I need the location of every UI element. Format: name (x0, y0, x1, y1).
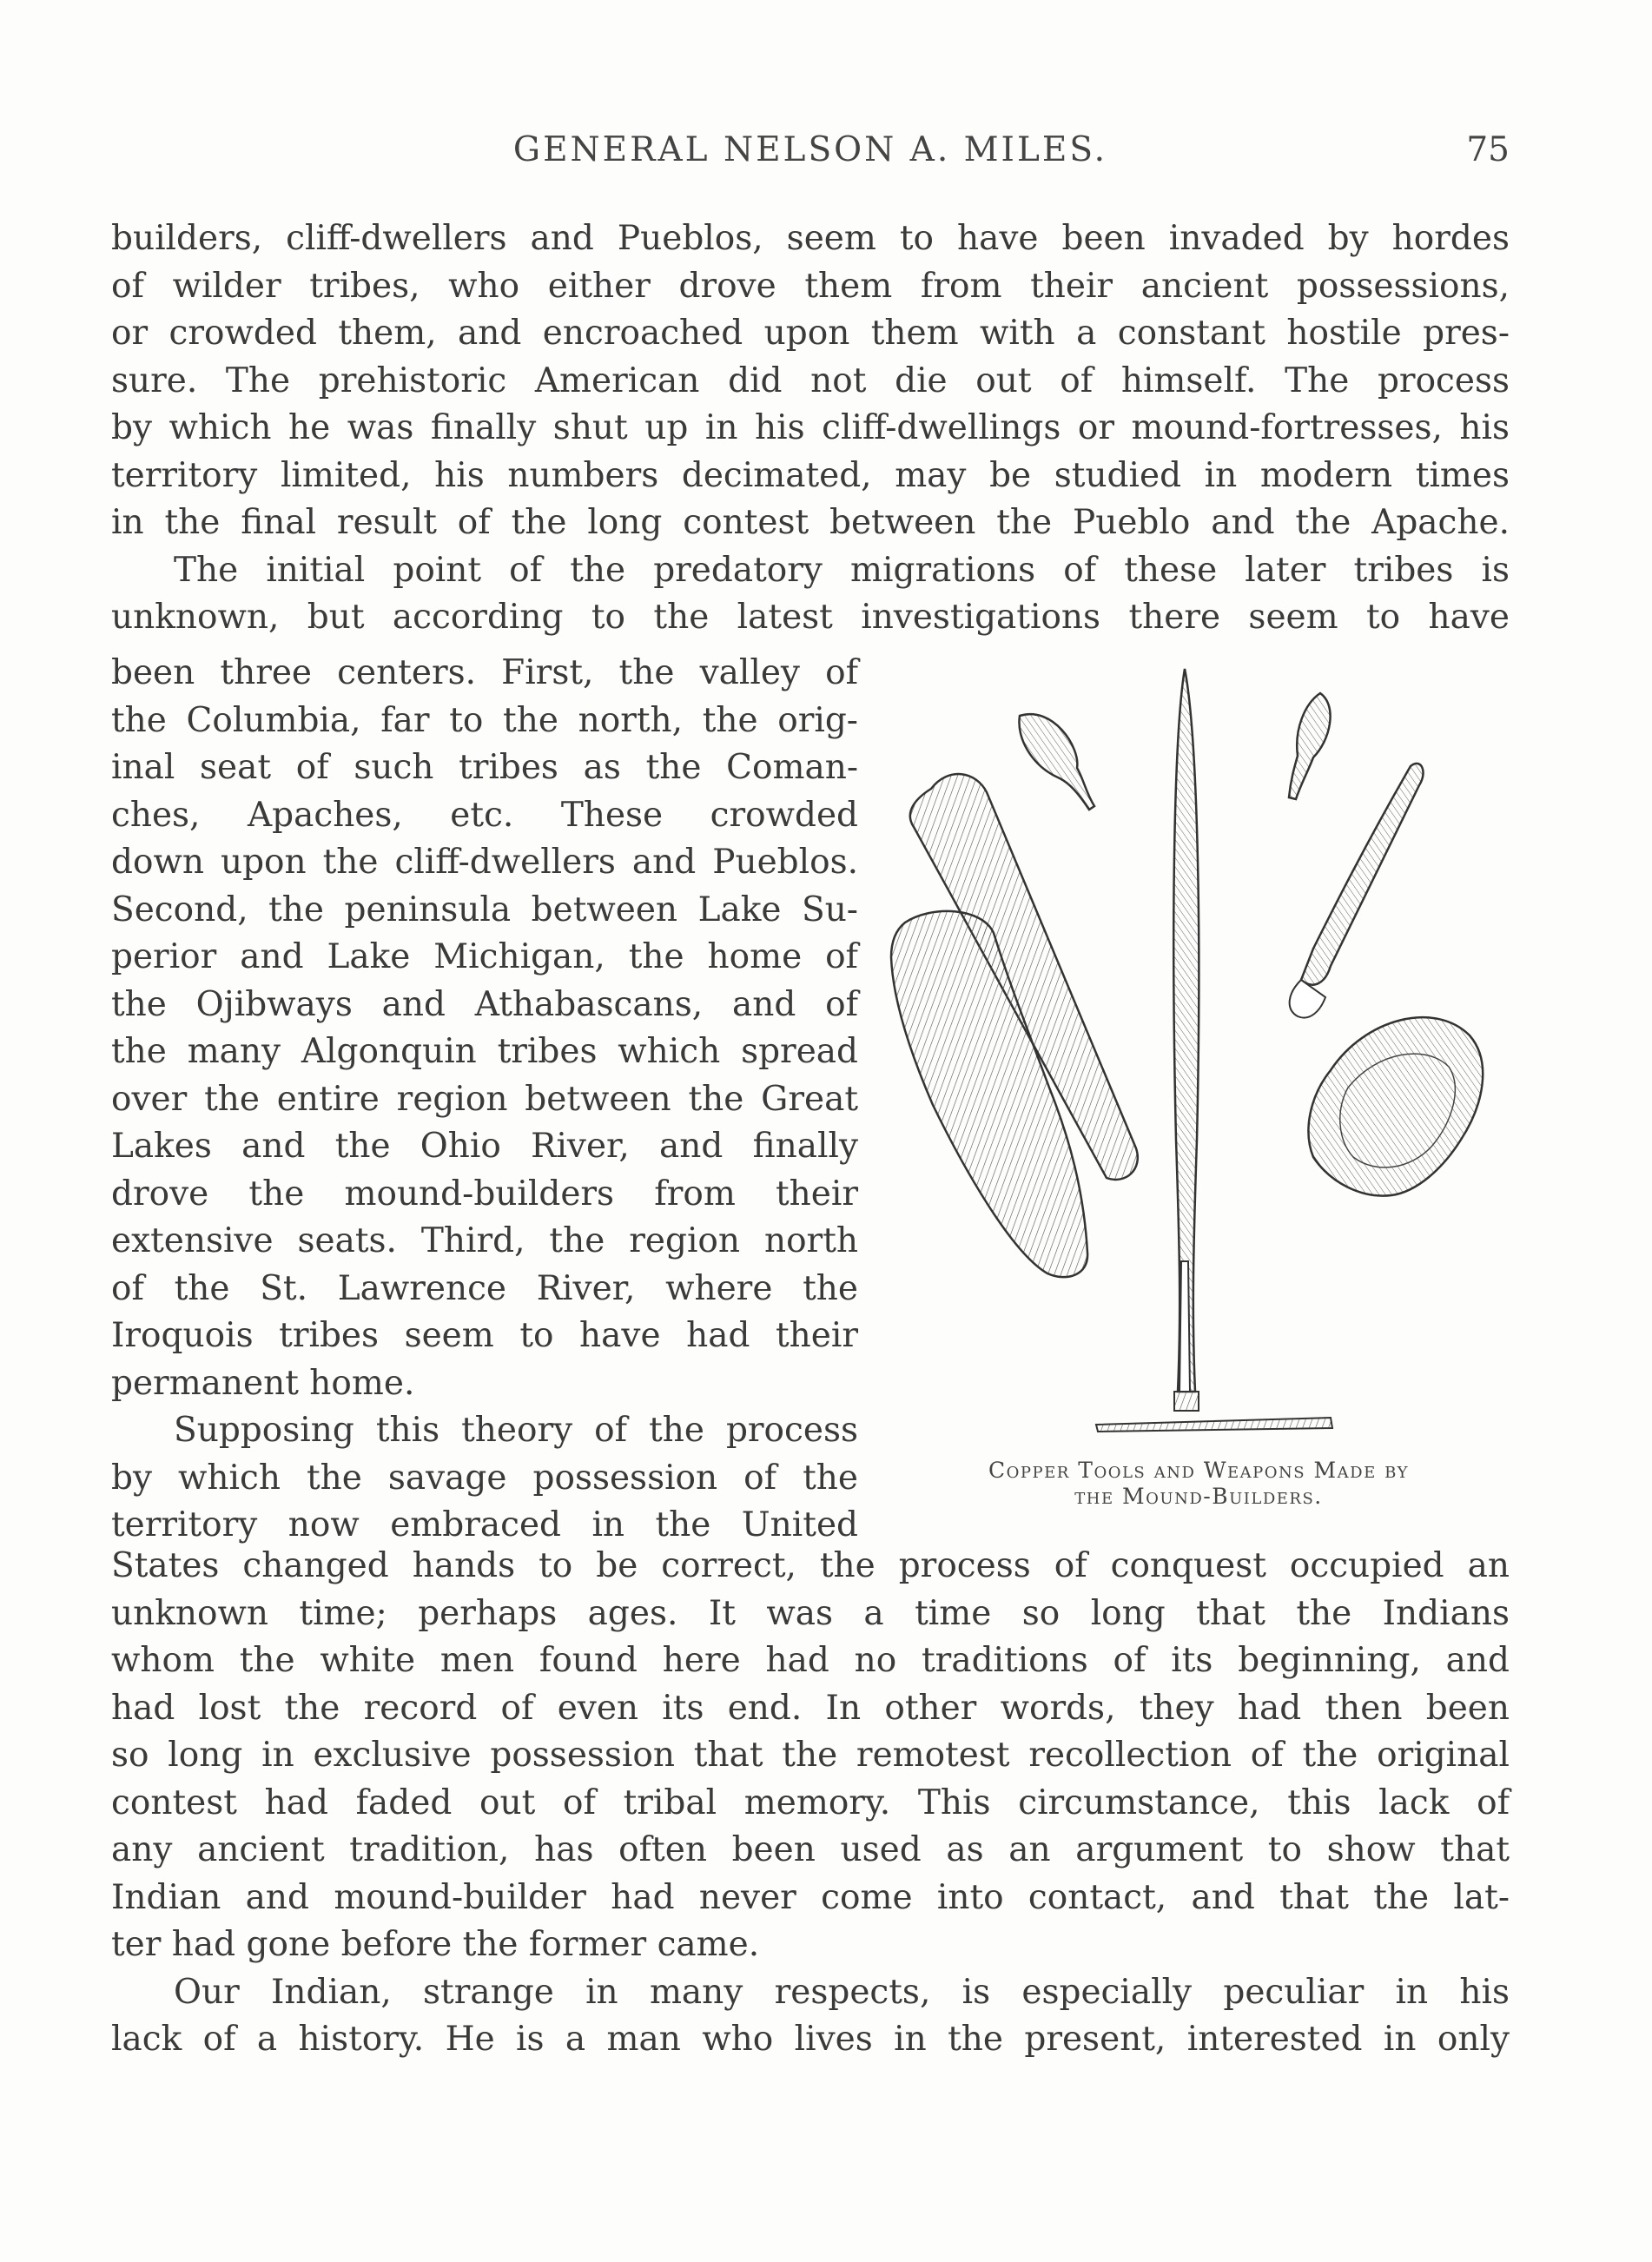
text-line: by which the savage possession of the (111, 1458, 858, 1498)
text-line: ter had gone before the former came. (111, 1925, 760, 1964)
text-line: the many Algonquin tribes which spread (111, 1032, 858, 1071)
spear-blade-drawing (1173, 669, 1199, 1411)
text-line: in the final result of the long contest between the Pueblo and the Apache. (111, 503, 1510, 542)
caption-line: Copper Tools and Weapons Made by (988, 1458, 1409, 1483)
running-header (111, 130, 1510, 182)
text-line: The initial point of the predatory migrations of these later tribes is (174, 550, 1510, 590)
text-line: ches, Apaches, etc. These crowded (111, 795, 858, 835)
text-block-wrapped (111, 650, 858, 1550)
copper-tools-illustration (879, 653, 1510, 1522)
text-line: so long in exclusive possession that the remotest recollection of the original (111, 1736, 1510, 1775)
text-line: unknown, but according to the latest investigations there seem to have (111, 598, 1510, 637)
text-line: lack of a history. He is a man who lives in the present, interested in only (111, 2020, 1510, 2059)
text-line: Indian and mound-builder had never come into contact, and that the lat- (111, 1877, 1510, 1917)
text-line: extensive seats. Third, the region north (111, 1221, 858, 1260)
text-line: any ancient tradition, has often been used as an argument to show that (111, 1830, 1510, 1869)
text-line: Our Indian, strange in many respects, is especially peculiar in his (174, 1972, 1510, 2012)
text-line: sure. The prehistoric American did not die out of himself. The process (111, 360, 1510, 400)
text-line: drove the mound-builders from their (111, 1174, 858, 1214)
running-title: GENERAL NELSON A. MILES. (512, 130, 1108, 169)
text-line: Iroquois tribes seem to have had their (111, 1316, 858, 1355)
text-line: territory now embraced in the United (111, 1505, 858, 1544)
awl-drawing (1096, 1418, 1332, 1432)
socketed-point-drawing (1290, 764, 1424, 1018)
text-line: by which he was finally shut up in his cliff-dwellings or mound-fortresses, his (111, 408, 1510, 447)
text-line: territory limited, his numbers decimated, may be studied in modern times (111, 455, 1510, 495)
text-line: perior and Lake Michigan, the home of (111, 937, 858, 976)
text-line: over the entire region between the Great (111, 1079, 858, 1119)
gouge-right-drawing (1308, 1017, 1483, 1195)
text-line: or crowded them, and encroached upon them with a constant hostile pres- (111, 314, 1510, 353)
text-line: Supposing this theory of the process (174, 1411, 858, 1450)
text-line: unknown time; perhaps ages. It was a time so long that the Indians (111, 1593, 1510, 1633)
text-line: been three centers. First, the valley of (111, 653, 858, 692)
text-line: of the St. Lawrence River, where the (111, 1268, 858, 1308)
text-line: whom the white men found here had no traditions of its beginning, and (111, 1641, 1510, 1680)
text-line: had lost the record of even its end. In other words, they had then been (111, 1688, 1510, 1728)
text-line: permanent home. (111, 1363, 415, 1403)
page-number: 75 (1466, 130, 1510, 169)
small-point-left-drawing (1019, 714, 1094, 810)
text-line: Second, the peninsula between Lake Su- (111, 890, 858, 929)
caption-line: the Mound-Builders. (1074, 1484, 1323, 1509)
small-point-right-drawing (1289, 693, 1331, 799)
text-line: the Columbia, far to the north, the orig- (111, 700, 858, 740)
text-line: of wilder tribes, who either drove them from their ancient possessions, (111, 266, 1510, 306)
text-block-top (111, 215, 1510, 642)
text-line: builders, cliff-dwellers and Pueblos, seem to have been invaded by hordes (111, 219, 1510, 258)
text-line: Lakes and the Ohio River, and finally (111, 1127, 858, 1166)
text-line: States changed hands to be correct, the process of conquest occupied an (111, 1546, 1510, 1585)
figure-caption (903, 1458, 1494, 1510)
text-block-bottom (111, 1543, 1510, 2064)
text-line: the Ojibways and Athabascans, and of (111, 984, 858, 1024)
text-line: down upon the cliff-dwellers and Pueblos. (111, 843, 858, 882)
text-line: inal seat of such tribes as the Coman- (111, 748, 858, 787)
text-line: contest had faded out of tribal memory. This circumstance, this lack of (111, 1782, 1510, 1822)
